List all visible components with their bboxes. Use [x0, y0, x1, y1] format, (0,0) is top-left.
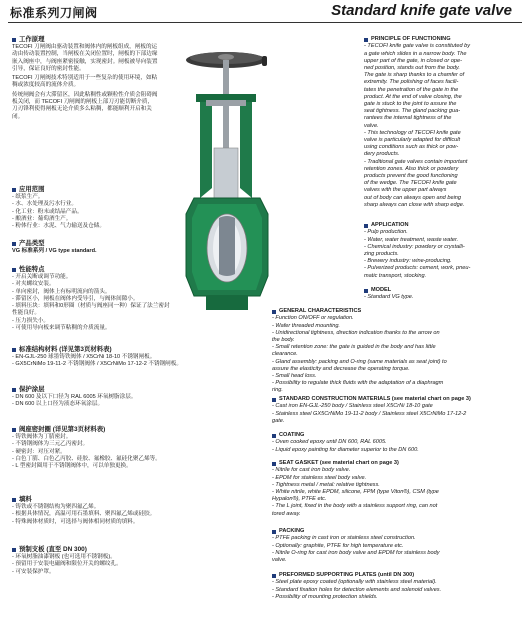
- section-bullet-icon: [272, 398, 276, 402]
- en-principle-line: - This technology of TECOFI knife gate: [364, 129, 461, 136]
- en-seat-line: - Tightness metal / metal: relative tightness.: [272, 481, 380, 488]
- cn-packing-item: - 特殊阀体材质时，可选择与阀体相同材质的填料。: [12, 518, 139, 525]
- cn-principle-p3: 传统闸阀会有大滞留区，因此粘稠性或颗粒性介质会阻碍阀板关闭，而 TECOFI 刀闸阀的闸板上部刀刃能切断介质，刀刃锋利使得闸板无论介质多么粘稠，都能顺利开启和关闭。: [12, 91, 158, 120]
- knife-gate-valve-illustration: [176, 38, 346, 348]
- cn-plates-title: 预制支板 (直至 DN 300): [19, 546, 87, 553]
- en-plates-line: - Possibility of mounting protection shields.: [272, 593, 378, 600]
- section-bullet-icon: [12, 498, 16, 502]
- en-features-section: [272, 308, 524, 395]
- cn-seat-item: - 铸铁阀体为丁腈密封。: [12, 434, 72, 440]
- cn-features-item: - 单向密封，阀体上有标明流向的箭头。: [12, 288, 111, 295]
- en-packing-line: valve.: [272, 557, 287, 564]
- cn-materials-item: - GX5CrNiMo 19-11-2 不锈钢阀体 / X5CrNiMo 17-12-2 不锈钢闸板。: [12, 361, 182, 368]
- en-features-line: - Unidirectional tightness, direction indication thanks to the arrow on: [272, 329, 440, 336]
- en-application-line: - Water, water treatment, waste water.: [364, 236, 459, 243]
- en-features-line: clearance.: [272, 351, 298, 358]
- en-principle-line: ned position, stands out from the body.: [364, 65, 460, 72]
- en-application-line: - Pulverized products: cement, work, pneu-: [364, 265, 471, 272]
- en-seat-title: SEAT GASKET (see material chart on page 3): [279, 460, 399, 466]
- en-principle-line: rantees the internal tightness of the: [364, 115, 452, 122]
- cn-coating-item: - DN 600 及以下口径为 RAL 6005 环氧树脂涂层。: [12, 394, 137, 400]
- en-principle-line: extremity. The polishing of faces facili-: [364, 79, 459, 86]
- section-bullet-icon: [364, 224, 368, 228]
- section-bullet-icon: [272, 310, 276, 314]
- section-bullet-icon: [272, 434, 276, 438]
- cn-coating-title: 保护涂层: [19, 386, 45, 393]
- en-principle-line: The gate is sharp thanks to a chamfer of: [364, 72, 465, 79]
- cn-packing-section: [12, 496, 262, 526]
- en-principle-line: valve.: [364, 122, 379, 129]
- en-principle-line: tates the penetration of the gate in the: [364, 86, 459, 93]
- en-model-line: - Standard VG type.: [364, 294, 414, 301]
- en-plates-line: - Standard fixation holes for detection elements and solenoid valves.: [272, 586, 442, 593]
- en-plates-line: - Steel plate epoxy coated (optionally with stainless steel material).: [272, 579, 437, 586]
- en-principle-line: product. At the end of valve closing, the: [364, 93, 462, 100]
- en-principle-line: of the wedge. The TECOFI knife gate: [364, 180, 457, 187]
- cn-coating-section: [12, 386, 262, 409]
- section-bullet-icon: [12, 188, 16, 192]
- en-packing-title: PACKING: [279, 528, 305, 534]
- cn-application-title: 应用范围: [19, 186, 45, 193]
- section-bullet-icon: [272, 462, 276, 466]
- en-application-title: APPLICATION: [371, 222, 409, 228]
- cn-features-section: [12, 266, 172, 332]
- en-coating-line: - Oven cooked epoxy until DN 600, RAL 6005.: [272, 439, 387, 446]
- page-title-cn: 标准系列刀闸阀: [10, 6, 98, 20]
- en-application-line: - Chemical industry: powdery or crystalli-: [364, 243, 465, 250]
- cn-model-text: VG 标准系列 / VG type standard.: [12, 248, 97, 254]
- en-packing-line: - PTFE packing in cast iron or stainless steel construction.: [272, 535, 416, 542]
- section-bullet-icon: [272, 574, 276, 578]
- en-principle-line: using conditions such as thick or pow-: [364, 144, 459, 151]
- en-principle-line: - Traditional gate valves contain important: [364, 158, 468, 165]
- page-title-en: Standard knife gate valve: [331, 2, 512, 19]
- en-principle-line: sharp always can close with sharp edge.: [364, 201, 465, 208]
- en-model-title: MODEL: [371, 287, 392, 293]
- cn-materials-item: - EN-GJL-250 球墨铸铁阀体 / X5CrNi 18-10 不锈钢闸板。: [12, 354, 156, 360]
- section-bullet-icon: [272, 530, 276, 534]
- en-application-line: matic transport, stocking.: [364, 272, 427, 279]
- header-divider: [8, 22, 522, 23]
- en-application-line: - Pulp production.: [364, 229, 408, 236]
- cn-application-item: - 纸浆生产。: [12, 194, 44, 200]
- en-seat-line: - White nitrile, white EPDM, silicone, FPM (type Viton®), CSM (type: [272, 489, 439, 496]
- en-coating-title: COATING: [279, 432, 305, 438]
- bottom-collar-icon: [206, 296, 248, 310]
- en-principle-title: PRINCIPLE OF FUNCTIONING: [371, 36, 451, 42]
- en-principle-line: dery products.: [364, 151, 400, 158]
- section-bullet-icon: [12, 242, 16, 246]
- cn-features-item: - 压力损失小。: [12, 317, 49, 324]
- cn-plates-item: - 可安装保护罩。: [12, 568, 55, 575]
- cn-packing-item: - 根据具体情况，高温可用石墨填料、聚四氟乙烯或硅胶。: [12, 511, 156, 518]
- en-materials-line: gate.: [272, 417, 285, 424]
- cn-seat-title: 阀座密封圈 (详见第3页材料表): [19, 426, 106, 433]
- cn-application-item: - 粉体行业：水泥、气力输送及仓储。: [12, 223, 105, 230]
- section-bullet-icon: [12, 388, 16, 392]
- en-principle-line: out of body can always open and being: [364, 194, 462, 201]
- en-principle-line: valves with the upper part always: [364, 187, 447, 194]
- en-features-line: - Small head loss.: [272, 373, 317, 380]
- section-bullet-icon: [364, 38, 368, 42]
- en-principle-line: products prevent the good functioning: [364, 173, 458, 180]
- en-plates-section: [272, 572, 524, 601]
- en-plates-title: PREFORMED SUPPORTING PLATES (until DN 300): [279, 572, 415, 578]
- cn-features-item: - 可使用导向板来调节粘稠的介质流量。: [12, 325, 111, 332]
- en-coating-section: [272, 432, 524, 454]
- cn-seat-section: [12, 426, 262, 470]
- cn-plates-item: - 预留用于安装电磁阀和限位开关的螺纹孔。: [12, 561, 122, 568]
- en-materials-title: STANDARD CONSTRUCTION MATERIALS (see material chart on page 3): [279, 396, 471, 402]
- en-packing-line: - Optionally: graphite, PTFE for high temperature etc.: [272, 542, 404, 549]
- cn-seat-item: - 硬密封：对压对紧。: [12, 448, 66, 455]
- en-principle-section: [364, 36, 524, 209]
- en-features-line: - Small retention zone: the gate is guided in the body and has little: [272, 344, 436, 351]
- cn-plates-section: [12, 546, 262, 576]
- en-principle-line: seat tightness. The gland packing gua-: [364, 108, 461, 115]
- en-materials-section: [272, 396, 524, 425]
- cn-application-item: - 水、水处理及污水行业。: [12, 201, 77, 208]
- en-packing-section: [272, 528, 524, 564]
- cn-plates-item: - 环氧树脂油漆钢板 (也可选用不锈钢板)。: [12, 554, 116, 560]
- cn-materials-title: 标准结构材料 (详见第3页材料表): [19, 346, 112, 353]
- section-bullet-icon: [12, 548, 16, 552]
- cn-features-item: - 开启关断或调节功能。: [12, 274, 72, 280]
- en-model-section: [364, 287, 524, 302]
- en-features-line: - Function ON/OFF or regulation.: [272, 315, 354, 322]
- en-features-line: - Wafer threaded mounting.: [272, 322, 340, 329]
- en-application-line: zing products.: [364, 251, 399, 258]
- cn-principle-title: 工作原理: [19, 36, 45, 43]
- en-features-line: - Gland assembly: packing and O-ring (same materials as seat joint) to: [272, 358, 447, 365]
- cn-principle-p2: TECOFI 刀闸阀技术特别适用于一些复杂的使用环境，如粘稠或浓度较高的流体介质。: [12, 75, 158, 89]
- cn-application-item: - 化工业：粉末或结晶产品。: [12, 208, 83, 215]
- cn-features-item: - 填料压块：填料和0形圈（材质与阀座同一种）保证了法兰密封性能良好。: [12, 303, 170, 317]
- cn-seat-item: - L 型密封圈用于不锈钢阀体中，可以单独更换。: [12, 463, 132, 470]
- section-bullet-icon: [12, 348, 16, 352]
- en-coating-line: - Liquid epoxy painting for diameter superior to the DN 600.: [272, 446, 419, 453]
- section-bullet-icon: [12, 38, 16, 42]
- en-features-line: ring.: [272, 387, 283, 394]
- en-features-title: GENERAL CHARACTERISTICS: [279, 308, 362, 314]
- cn-features-item: - 对夹螺纹安装。: [12, 281, 55, 288]
- cn-principle-section: [12, 36, 158, 121]
- en-seat-line: - Nitrile for cast iron body valve.: [272, 467, 351, 474]
- cn-seat-item: - 白色丁腈、白色乙丙胶、硅胶、氟橡胶、氟硅化聚乙烯等。: [12, 455, 161, 462]
- en-application-line: - Brewery industry: wine-producing.: [364, 258, 452, 265]
- section-bullet-icon: [12, 268, 16, 272]
- en-principle-line: gate is stuck to the joint to assure the: [364, 101, 457, 108]
- en-principle-line: - TECOFI knife gate valve is constituted by: [364, 43, 471, 50]
- section-bullet-icon: [12, 428, 16, 432]
- en-materials-line: - Cast iron EN-GJL-250 body / Stainless steel X5CrNi 18-10 gate: [272, 403, 433, 410]
- en-principle-line: valve is particularly adapted for difficult: [364, 137, 461, 144]
- valve-body-icon: [186, 198, 268, 296]
- cn-materials-section: [12, 346, 262, 369]
- cn-seat-item: - 不锈钢阀体为三元乙丙密封。: [12, 441, 89, 448]
- en-application-section: [364, 222, 524, 280]
- cn-model-section: [12, 240, 162, 255]
- cn-packing-item: - 铸铁或不锈钢结构为聚四氟乙烯。: [12, 504, 100, 510]
- en-seat-line: - EPDM for stainless steel body valve.: [272, 474, 367, 481]
- cn-packing-title: 填料: [19, 496, 32, 503]
- en-seat-line: Hypalon®), PTFE etc.: [272, 496, 327, 503]
- en-packing-line: - Nitrile O-ring for cast iron body valve and EPDM for stainless body: [272, 549, 440, 556]
- en-features-line: the body.: [272, 337, 295, 344]
- en-seat-line: - The L joint, fixed in the body with a stainless support ring, can not: [272, 503, 438, 510]
- cn-features-title: 性能特点: [19, 266, 45, 273]
- cn-model-title: 产品类型: [19, 240, 45, 247]
- en-principle-line: a gate which slides in a narrow body. The: [364, 50, 467, 57]
- en-features-line: - Possibility to regulate thick fluids with the adaptation of a diaphragm: [272, 380, 444, 387]
- cn-coating-item: - DN 600 以上口径为液态环氧涂层。: [12, 401, 104, 408]
- cn-principle-p1: TECOFI 刀闸阀由驱动装置和阀体内的闸板组成，闸板的运动由传动装置控制，当闸板在关闭位置时，闸板的下部边缘嵌入阀座中，与阀座紧密接触，实现密封。闸板被导向装置引导，保证良好的密封性能。: [12, 44, 158, 72]
- cn-application-section: [12, 186, 162, 230]
- cn-application-item: - 酿酒业：葡萄酒生产。: [12, 215, 72, 222]
- section-bullet-icon: [364, 289, 368, 293]
- cn-features-item: - 滞留区小，闸板在阀体内受导引，与阀体间隙小。: [12, 295, 139, 302]
- en-seat-section: [272, 460, 524, 518]
- en-materials-line: - Stainless steel GX5CrNiMo 19-11-2 body / Stainless steel X5CrNiMo 17-12-2: [272, 410, 467, 417]
- en-principle-line: retention zones. Also thick or powdery: [364, 165, 459, 172]
- en-features-line: assure the elasticity and decrease the operating torque.: [272, 365, 410, 372]
- en-seat-line: tored away.: [272, 510, 301, 517]
- en-principle-line: upper part of the gate, in closed or ope-: [364, 57, 462, 64]
